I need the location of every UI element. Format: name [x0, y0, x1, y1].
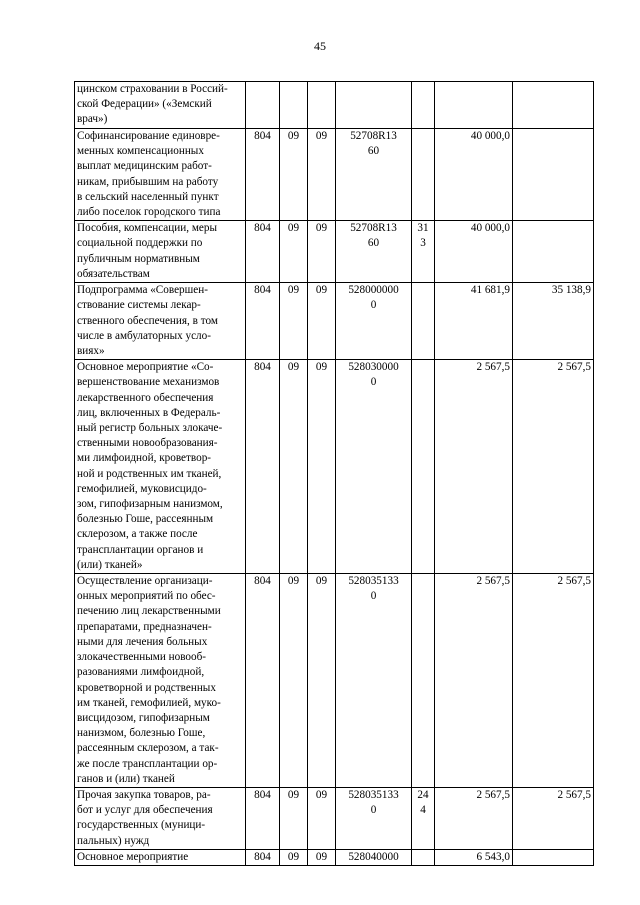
subsection-code-cell: 09	[308, 574, 336, 788]
target-article-cell	[336, 82, 412, 129]
amount-cell: 40 000,0	[435, 129, 513, 221]
amount-secondary-cell	[513, 129, 594, 221]
subsection-code-cell: 09	[308, 849, 336, 865]
target-article-cell: 528040000	[336, 849, 412, 865]
item-name-cell: Пособия, компенсации, меры социальной поддержки по публичным нормативным обязательствам	[75, 221, 246, 283]
ministry-code-cell: 804	[246, 283, 280, 360]
section-code-cell: 09	[280, 849, 308, 865]
subsection-code-cell: 09	[308, 283, 336, 360]
expense-type-cell	[412, 574, 435, 788]
subsection-code-cell: 09	[308, 221, 336, 283]
budget-table	[74, 81, 594, 866]
expense-type-cell	[412, 360, 435, 574]
amount-secondary-cell	[513, 82, 594, 129]
page-number: 45	[314, 39, 326, 53]
table-row	[75, 129, 594, 221]
section-code-cell: 09	[280, 221, 308, 283]
item-name-cell: Прочая закупка товаров, ра- бот и услуг для обеспечения государственных (муници- пальных) нужд	[75, 787, 246, 849]
amount-cell: 2 567,5	[435, 574, 513, 788]
item-name-cell: Основное мероприятие	[75, 849, 246, 865]
table-row	[75, 360, 594, 574]
item-name-cell: Подпрограмма «Совершен- ствование системы лекар- ственного обеспечения, в том числе в амбулаторных усло- виях»	[75, 283, 246, 360]
amount-cell: 2 567,5	[435, 360, 513, 574]
table-row	[75, 849, 594, 865]
amount-cell: 6 543,0	[435, 849, 513, 865]
subsection-code-cell	[308, 82, 336, 129]
target-article-cell: 528035133 0	[336, 787, 412, 849]
table-row	[75, 221, 594, 283]
table-row	[75, 787, 594, 849]
target-article-cell: 528030000 0	[336, 360, 412, 574]
ministry-code-cell: 804	[246, 360, 280, 574]
expense-type-cell	[412, 283, 435, 360]
ministry-code-cell: 804	[246, 221, 280, 283]
expense-type-cell: 24 4	[412, 787, 435, 849]
subsection-code-cell: 09	[308, 360, 336, 574]
amount-secondary-cell	[513, 221, 594, 283]
table-row	[75, 82, 594, 129]
amount-secondary-cell: 2 567,5	[513, 787, 594, 849]
target-article-cell: 52708R13 60	[336, 129, 412, 221]
amount-cell	[435, 82, 513, 129]
ministry-code-cell: 804	[246, 787, 280, 849]
budget-table-body	[75, 82, 594, 866]
amount-secondary-cell	[513, 849, 594, 865]
ministry-code-cell	[246, 82, 280, 129]
item-name-cell: цинском страховании в Россий- ской Федерации» («Земский врач»)	[75, 82, 246, 129]
item-name-cell: Осуществление организаци- онных мероприятий по обес- печению лиц лекарственными препаратами, предназначен- ными для лечения больных злокачественными новооб- разованиями лимфоидной, кроветворной и родственных им тканей, гемофилией, муко- висцидозом, гипофизарным нанизмом, болезнью Гоше, рассеянным склерозом, а так- же после трансплантации ор- ганов и (или) тканей	[75, 574, 246, 788]
subsection-code-cell: 09	[308, 129, 336, 221]
section-code-cell: 09	[280, 787, 308, 849]
ministry-code-cell: 804	[246, 849, 280, 865]
expense-type-cell	[412, 129, 435, 221]
amount-cell: 41 681,9	[435, 283, 513, 360]
ministry-code-cell: 804	[246, 574, 280, 788]
subsection-code-cell: 09	[308, 787, 336, 849]
amount-secondary-cell: 2 567,5	[513, 360, 594, 574]
table-row	[75, 283, 594, 360]
ministry-code-cell: 804	[246, 129, 280, 221]
target-article-cell: 52708R13 60	[336, 221, 412, 283]
section-code-cell: 09	[280, 574, 308, 788]
section-code-cell: 09	[280, 283, 308, 360]
amount-cell: 2 567,5	[435, 787, 513, 849]
target-article-cell: 528000000 0	[336, 283, 412, 360]
item-name-cell: Софинансирование единовре- менных компенсационных выплат медицинским работ- никам, прибывшим на работу в сельский населенный пункт либо поселок городского типа	[75, 129, 246, 221]
item-name-cell: Основное мероприятие «Со- вершенствование механизмов лекарственного обеспечения лиц, включенных в Федераль- ный регистр больных злокаче- ственными новообразования- ми лимфоидной, кроветвор- ной и родственных им тканей, гемофилией, муковисцидо- зом, гипофизарным нанизмом, болезнью Гоше, рассеянным склерозом, а также после трансплантации органов и (или) тканей»	[75, 360, 246, 574]
expense-type-cell	[412, 849, 435, 865]
section-code-cell: 09	[280, 129, 308, 221]
expense-type-cell: 31 3	[412, 221, 435, 283]
expense-type-cell	[412, 82, 435, 129]
amount-secondary-cell: 35 138,9	[513, 283, 594, 360]
table-row	[75, 574, 594, 788]
amount-secondary-cell: 2 567,5	[513, 574, 594, 788]
amount-cell: 40 000,0	[435, 221, 513, 283]
target-article-cell: 528035133 0	[336, 574, 412, 788]
section-code-cell: 09	[280, 360, 308, 574]
section-code-cell	[280, 82, 308, 129]
